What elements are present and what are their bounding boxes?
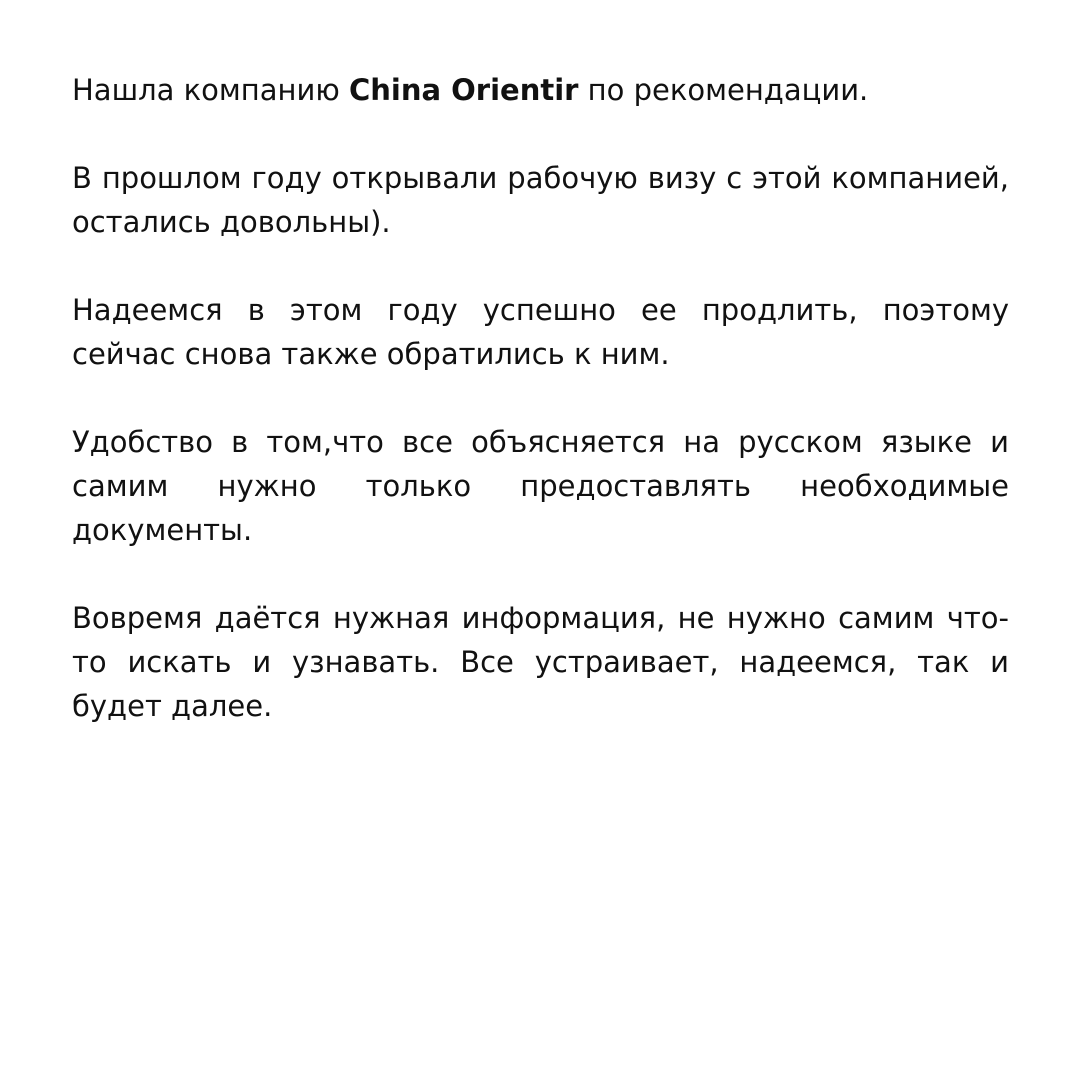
intro-after: по рекомендации.	[578, 73, 869, 107]
paragraph-3: Надеемся в этом году успешно ее продлить, поэтому сейчас снова также обратились к ним.	[72, 293, 1009, 371]
paragraph-intro	[72, 68, 1009, 112]
brand-name: China Orientir	[348, 73, 579, 107]
paragraph-4: Удобство в том,что все объясняется на русском языке и самим нужно только предоставлять необходимые документы.	[72, 425, 1009, 547]
paragraph-5: Вовремя даётся нужная информация, не нужно самим что-то искать и узнавать. Все устраивает, надеемся, так и будет далее.	[72, 601, 1009, 723]
review-text	[72, 62, 1009, 772]
paragraph-2: В прошлом году открывали рабочую визу с этой компанией, остались довольны).	[72, 161, 1009, 239]
intro-before: Нашла компанию	[72, 73, 349, 107]
